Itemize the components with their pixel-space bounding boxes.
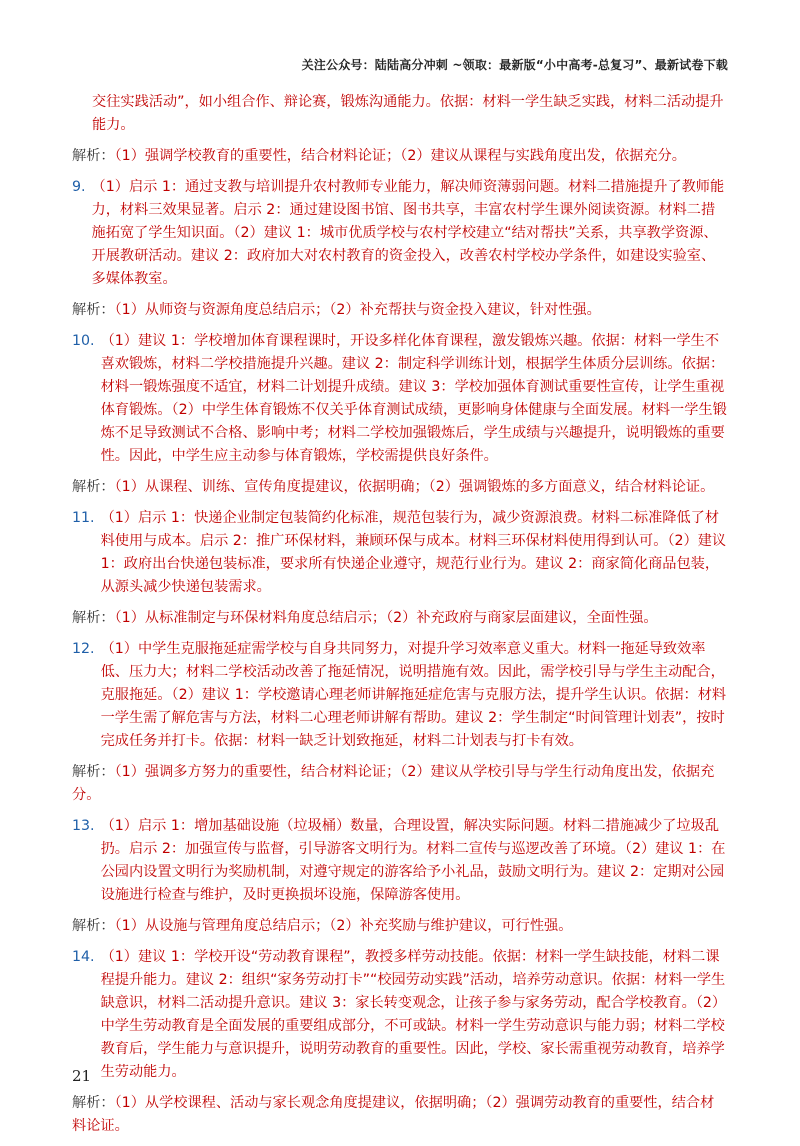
answer-9 <box>72 176 728 291</box>
analysis-10: 解析：（1）从课程、训练、宣传角度提建议，依据明确；（2）强调锻炼的多方面意义，结合材料论证。 <box>72 479 715 495</box>
analysis-11: 解析：（1）从标准制定与环保材料角度总结启示；（2）补充政府与商家层面建议，全面性强。 <box>72 610 658 626</box>
analysis-12: 解析：（1）强调多方努力的重要性，结合材料论证；（2）建议从学校引导与学生行动角度出发，依据充分。 <box>72 764 715 803</box>
answer-body: （1）建议 1：学校增加体育课程课时，开设多样化体育课程，激发锻炼兴趣。依据：材料一学生不喜欢锻炼，材料二学校措施提升兴趣。建议 2：制定科学训练计划，根据学生体质分层训练。依据：材料一锻炼强度不适宜，材料二计划提升成绩。建议 3：学校加强体育测试重要性宣传，让学生重视体育锻炼。（2）中学生体育锻炼不仅关乎体育测试成绩，更影响身体健康与全面发展。材料一学生锻炼不足导致测试不合格、影响中考；材料二学校加强锻炼后，学生成绩与兴趣提升，说明锻炼的重要性。因此，中学生应主动参与体育锻炼，学校需提供良好条件。 <box>100 333 727 464</box>
question-number: 10. <box>72 333 95 349</box>
answer-body: （1）启示 1：快递企业制定包装简约化标准，规范包装行为，减少资源浪费。材料二标准降低了材料使用与成本。启示 2：推广环保材料，兼顾环保与成本。材料三环保材料使用得到认可。（2）建议 1：政府出台快递包装标准，要求所有快递企业遵守，规范行业行为。建议 2：商家简化商品包装，从源头减少快递包装需求。 <box>100 510 727 595</box>
question-number: 11. <box>72 510 95 526</box>
answer-14 <box>72 946 728 1084</box>
answer-13 <box>72 815 728 907</box>
answer-body: （1）建议 1：学校开设“劳动教育课程”，教授多样劳动技能。依据：材料一学生缺技能，材料二课程提升能力。建议 2：组织“家务劳动打卡”“校园劳动实践”活动，培养劳动意识。依据：材料一学生缺意识，材料二活动提升意识。建议 3：家长转变观念，让孩子参与家务劳动，配合学校教育。（2）中学生劳动教育是全面发展的重要组成部分，不可或缺。材料一学生劳动意识与能力弱；材料二学校教育后，学生能力与意识提升，说明劳动教育的重要性。因此，学校、家长需重视劳动教育，培养学生劳动能力。 <box>100 949 727 1080</box>
intro-paragraph: 交往实践活动”，如小组合作、辩论赛，锻炼沟通能力。依据：材料一学生缺乏实践，材料二活动提升能力。 <box>92 94 724 133</box>
answer-content <box>72 92 728 1146</box>
question-number: 13. <box>72 818 95 834</box>
analysis-9: 解析：（1）从师资与资源角度总结启示；（2）补充帮扶与资金投入建议，针对性强。 <box>72 302 601 318</box>
answer-body: （1）启示 1：通过支教与培训提升农村教师专业能力，解决师资薄弱问题。材料二措施提升了教师能力，材料三效果显著。启示 2：通过建设图书馆、图书共享，丰富农村学生课外阅读资源。材料二措施拓宽了学生知识面。（2）建议 1：城市优质学校与农村学校建立“结对帮扶”关系，共享教学资源、开展教研活动。建议 2：政府加大对农村教育的资金投入，改善农村学校办学条件，如建设实验室、多媒体教室。 <box>91 179 725 287</box>
page-header: 关注公众号：陆陆高分冲刺 ~领取：最新版“小中高考-总复习”、最新试卷下载 <box>301 58 728 72</box>
answer-10 <box>72 330 728 468</box>
answer-12 <box>72 638 728 753</box>
answer-body: （1）中学生克服拖延症需学校与自身共同努力，对提升学习效率意义重大。材料一拖延导致效率低、压力大；材料二学校活动改善了拖延情况，说明措施有效。因此，需学校引导与学生主动配合，克服拖延。（2）建议 1：学校邀请心理老师讲解拖延症危害与克服方法，提升学生认识。依据：材料一学生需了解危害与方法，材料二心理老师讲解有帮助。建议 2：学生制定“时间管理计划表”，按时完成任务并打卡。依据：材料一缺乏计划致拖延，材料二计划表与打卡有效。 <box>100 641 727 749</box>
analysis-13: 解析：（1）从设施与管理角度总结启示；（2）补充奖励与维护建议，可行性强。 <box>72 918 573 934</box>
analysis-8: 解析：（1）强调学校教育的重要性，结合材料论证；（2）建议从课程与实践角度出发，依据充分。 <box>72 148 686 164</box>
analysis-14: 解析：（1）从学校课程、活动与家长观念角度提建议，依据明确；（2）强调劳动教育的重要性，结合材料论证。 <box>72 1095 715 1134</box>
question-number: 12. <box>72 641 95 657</box>
answer-body: （1）启示 1：增加基础设施（垃圾桶）数量，合理设置，解决实际问题。材料二措施减少了垃圾乱扔。启示 2：加强宣传与监督，引导游客文明行为。材料二宣传与巡逻改善了环境。（2）建议 1：在公园内设置文明行为奖励机制，对遵守规定的游客给予小礼品，鼓励文明行为。建议 2：定期对公园设施进行检查与维护，及时更换损坏设施，保障游客使用。 <box>100 818 726 903</box>
answer-11 <box>72 507 728 599</box>
question-number: 9. <box>72 179 86 195</box>
page-number: 21 <box>72 1067 92 1085</box>
question-number: 14. <box>72 949 95 965</box>
